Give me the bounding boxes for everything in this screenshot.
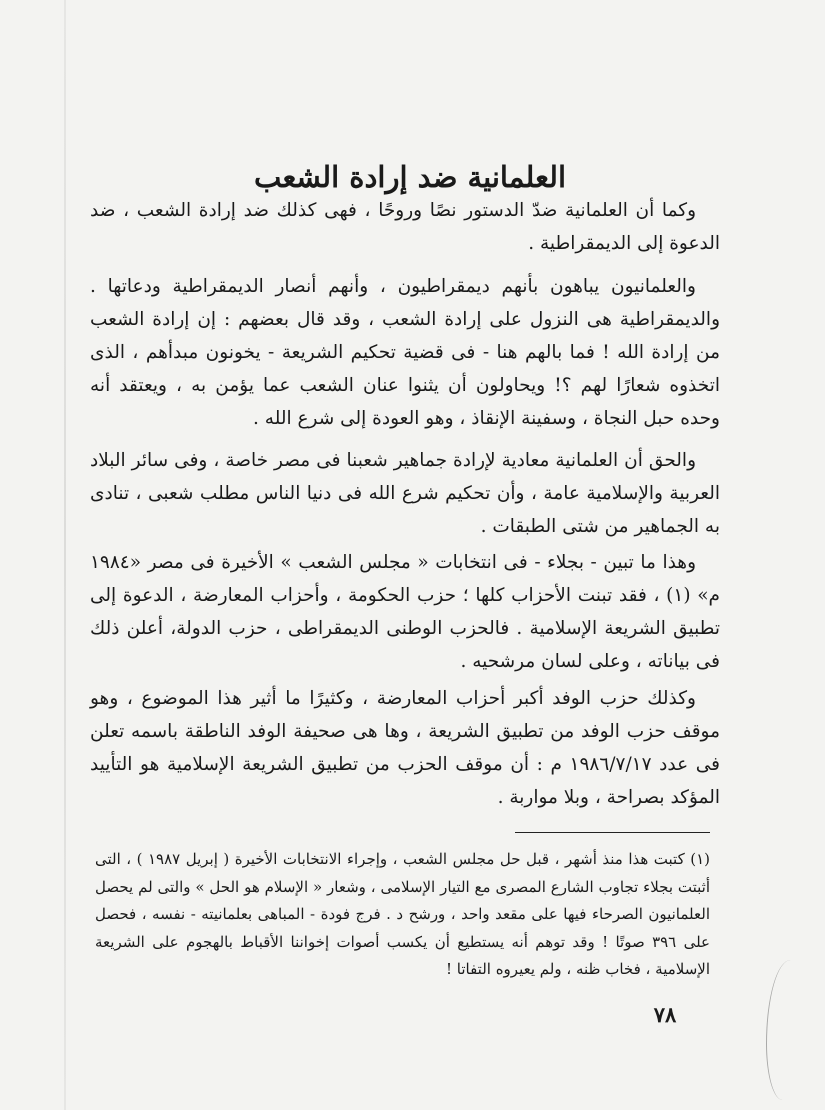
- chapter-title: العلمانية ضد إرادة الشعب: [253, 160, 567, 195]
- footnote-separator: [515, 832, 710, 833]
- body-paragraph-5: وكذلك حزب الوفد أكبر أحزاب المعارضة ، وكثيرًا ما أثير هذا الموضوع ، وهو موقف حزب الوفد من تطبيق الشريعة ، وها هى صحيفة الوفد الناطقة باسمه تعلن فى عدد ١٩٨٦/٧/١٧ م : أن موقف الحزب من تطبيق الشريعة الإسلامية هو التأييد المؤكد بصراحة ، وبلا مواربة .: [90, 688, 720, 808]
- scan-shadow-edge: [64, 0, 66, 1110]
- body-paragraph-1: وكما أن العلمانية ضدّ الدستور نصًا وروحًا ، فهى كذلك ضد إرادة الشعب ، ضد الدعوة إلى الديمقراطية .: [90, 200, 720, 254]
- page-number: ٧٨: [653, 1002, 677, 1027]
- footnote: (١) كتبت هذا منذ أشهر ، قبل حل مجلس الشعب ، وإجراء الانتخابات الأخيرة ( إبريل ١٩٨٧ ) ، التى أثبتت بجلاء تجاوب الشارع المصرى مع التيار الإسلامى ، وشعار « الإسلام هو الحل » والتى لم يحصل العلمانيون الصرحاء فيها على مقعد واحد ، ورشح د . فرج فودة - المباهى بعلمانيته - نفسه ، فحصل على ٣٩٦ صوتًا ! وقد توهم أنه يستطيع أن يكسب أصوات إخواننا الأقباط بالهجوم على الشريعة الإسلامية ، فخاب ظنه ، ولم يعيروه التفاتا !: [95, 850, 711, 978]
- body-paragraph-2: والعلمانيون يباهون بأنهم ديمقراطيون ، وأنهم أنصار الديمقراطية ودعاتها . والديمقراطية هى النزول على إرادة الشعب ، وقد قال بعضهم : إن إرادة الشعب من إرادة الله ! فما بالهم هنا - فى قضية تحكيم الشريعة - يخونون مبدأهم ، الذى اتخذوه شعارًا لهم ؟! ويحاولون أن يثنوا عنان الشعب عما يؤمن به ، ويعتقد أنه وحده حبل النجاة ، وسفينة الإنقاذ ، وهو العودة إلى شرع الله .: [90, 276, 720, 429]
- body-paragraph-4: وهذا ما تبين - بجلاء - فى انتخابات « مجلس الشعب » الأخيرة فى مصر «١٩٨٤ م» (١) ، فقد تبنت الأحزاب كلها ؛ حزب الحكومة ، وأحزاب المعارضة ، الدعوة إلى تطبيق الشريعة الإسلامية . فالحزب الوطنى الديمقراطى ، حزب الدولة، أعلن ذلك فى بياناته ، وعلى لسان مرشحيه .: [90, 552, 721, 672]
- page-curl-mark: [766, 960, 807, 1100]
- body-paragraph-3: والحق أن العلمانية معادية لإرادة جماهير شعبنا فى مصر خاصة ، وفى سائر البلاد العربية والإسلامية عامة ، وأن تحكيم شرع الله فى دنيا الناس مطلب شعبى ، تنادى به الجماهير من شتى الطبقات .: [90, 450, 720, 537]
